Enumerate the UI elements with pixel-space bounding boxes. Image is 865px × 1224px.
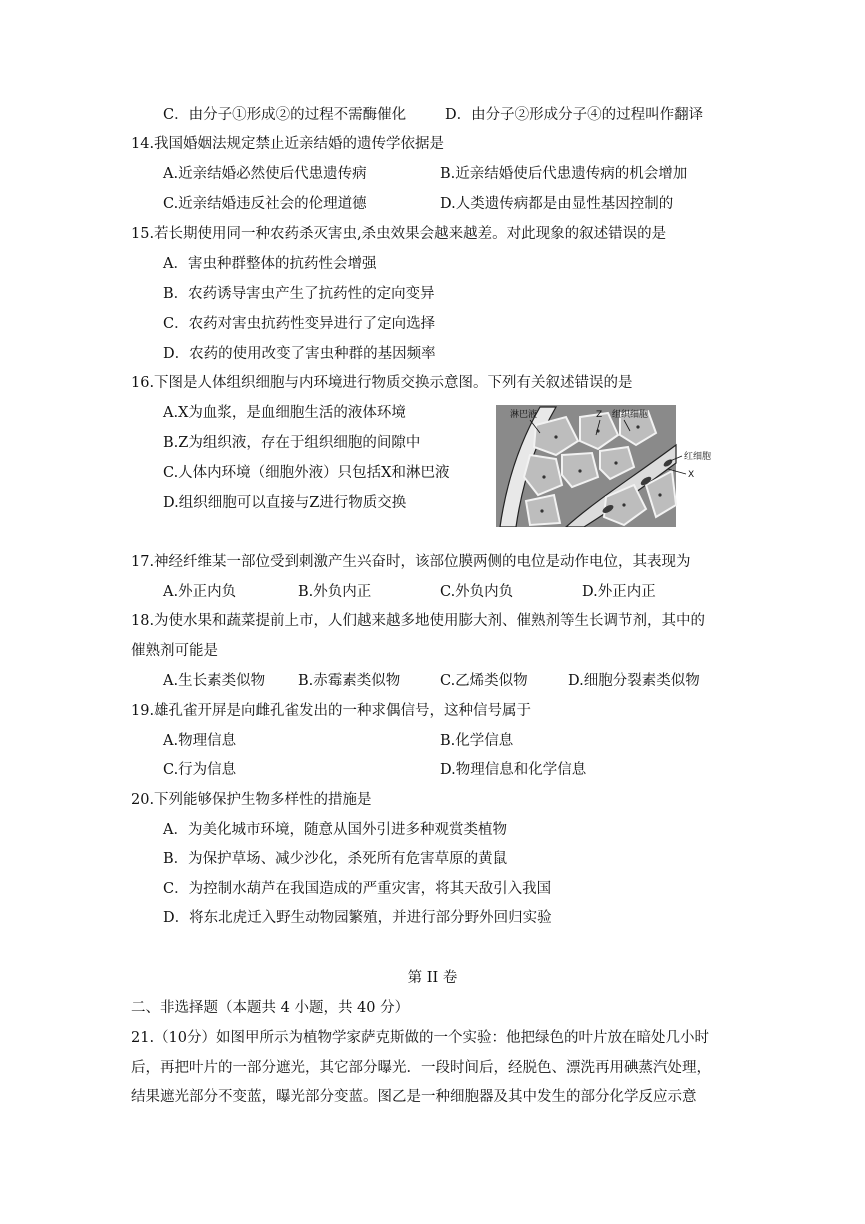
q21-line-1: 21.（10分）如图甲所示为植物学家萨克斯做的一个实验：他把绿色的叶片放在暗处几小时 <box>131 1030 710 1046</box>
q18-option-a: A.生长素类似物 <box>163 673 266 689</box>
q15-option-a: A．害虫种群整体的抗药性会增强 <box>163 256 377 272</box>
q13-option-c: C．由分子①形成②的过程不需酶催化 <box>163 107 407 123</box>
label-z: Z <box>596 410 603 420</box>
label-tissue-cell: 组织细胞 <box>612 410 649 420</box>
q16-option-b: B.Z为组织液，存在于组织细胞的间隙中 <box>163 435 421 451</box>
q18-option-c: C.乙烯类似物 <box>440 673 528 689</box>
q14-option-a: A.近亲结婚必然使后代患遗传病 <box>163 166 367 182</box>
q19-option-a: A.物理信息 <box>163 733 237 749</box>
q18-stem-line-1: 18.为使水果和蔬菜提前上市，人们越来越多地使用膨大剂、催熟剂等生长调节剂，其中的 <box>131 613 706 629</box>
q15-option-c: C．农药对害虫抗药性变异进行了定向选择 <box>163 316 436 332</box>
label-x: X <box>688 470 695 480</box>
q21-line-2: 后，再把叶片的一部分遮光，其它部分曝光．一段时间后，经脱色、漂洗再用碘蒸汽处理， <box>131 1060 711 1076</box>
q14-option-c: C.近亲结婚违反社会的伦理道德 <box>163 196 367 212</box>
q14-option-b: B.近亲结婚使后代患遗传病的机会增加 <box>440 166 688 182</box>
q16-option-d: D.组织细胞可以直接与Z进行物质交换 <box>163 495 407 511</box>
q20-stem: 20.下列能够保护生物多样性的措施是 <box>131 792 372 808</box>
q20-option-c: C．为控制水葫芦在我国造成的严重灾害，将其天敌引入我国 <box>163 881 552 897</box>
q19-option-b: B.化学信息 <box>440 733 514 749</box>
q21-line-3: 结果遮光部分不变蓝，曝光部分变蓝。图乙是一种细胞器及其中发生的部分化学反应示意 <box>131 1089 697 1105</box>
q20-option-d: D．将东北虎迁入野生动物园繁殖，并进行部分野外回归实验 <box>163 910 552 926</box>
q18-option-d: D.细胞分裂素类似物 <box>568 673 700 689</box>
q13-option-d: D．由分子②形成分子④的过程叫作翻译 <box>445 107 704 123</box>
q18-stem-line-2: 催熟剂可能是 <box>131 643 218 659</box>
q18-option-b: B.赤霉素类似物 <box>298 673 401 689</box>
q20-option-b: B．为保护草场、减少沙化，杀死所有危害草原的黄鼠 <box>163 851 508 867</box>
q14-option-d: D.人类遗传病都是由显性基因控制的 <box>440 196 674 212</box>
q14-stem: 14.我国婚姻法规定禁止近亲结婚的遗传学依据是 <box>131 136 445 152</box>
q17-option-c: C.外负内负 <box>440 584 514 600</box>
volume-title: 第 II 卷 <box>407 970 458 986</box>
q17-option-a: A.外正内负 <box>163 584 237 600</box>
q15-stem: 15.若长期使用同一种农药杀灭害虫,杀虫效果会越来越差。对此现象的叙述错误的是 <box>131 226 667 242</box>
q19-option-d: D.物理信息和化学信息 <box>440 762 587 778</box>
section-heading: 二、非选择题（本题共 4 小题，共 40 分） <box>131 1000 410 1016</box>
q15-option-d: D．农药的使用改变了害虫种群的基因频率 <box>163 346 436 362</box>
q16-option-a: A.X为血浆，是血细胞生活的液体环境 <box>163 405 406 421</box>
tissue-exchange-diagram <box>496 405 740 527</box>
q19-stem: 19.雄孔雀开屏是向雌孔雀发出的一种求偶信号，这种信号属于 <box>131 703 532 719</box>
q20-option-a: A．为美化城市环境，随意从国外引进多种观赏类植物 <box>163 822 507 838</box>
q17-option-b: B.外负内正 <box>298 584 372 600</box>
q16-stem: 16.下图是人体组织细胞与内环境进行物质交换示意图。下列有关叙述错误的是 <box>131 375 633 391</box>
q16-option-c: C.人体内环境（细胞外液）只包括X和淋巴液 <box>163 465 450 481</box>
label-lymph: 淋巴液 <box>510 410 538 420</box>
q17-stem: 17.神经纤维某一部位受到刺激产生兴奋时，该部位膜两侧的电位是动作电位，其表现为 <box>131 554 691 570</box>
q19-option-c: C.行为信息 <box>163 762 237 778</box>
label-red-blood-cell: 红细胞 <box>684 452 712 462</box>
q17-option-d: D.外正内正 <box>582 584 656 600</box>
q15-option-b: B．农药诱导害虫产生了抗药性的定向变异 <box>163 286 435 302</box>
